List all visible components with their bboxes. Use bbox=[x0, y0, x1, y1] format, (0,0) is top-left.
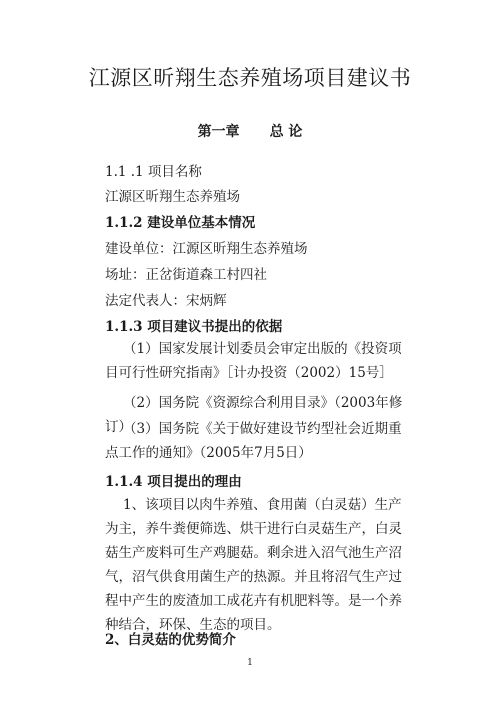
legal-representative-text: 法定代表人：宋炳辉 bbox=[105, 293, 227, 309]
reason-2-heading: 2、白灵菇的优势简介 bbox=[105, 632, 236, 648]
reason-paragraph-1: 1、该项目以肉牛养殖、食用菌（白灵菇）生产为主，养牛粪便筛选、烘干进行白灵菇生产，白灵菇生产废料可生产鸡腿菇。剩余进入沼气池生产沼气，沼气供食用菌生产的热源。并且将沼气生产过程中产生的废渣加工成花卉有机肥料等。是一个养种结合，环保、生态的项目。 bbox=[105, 497, 402, 633]
site-address-text: 场址：正岔街道森工村四社 bbox=[105, 267, 267, 283]
section-1-1-2-heading: 1.1.2 建设单位基本情况 bbox=[105, 215, 256, 231]
basis-item-3: （3）国务院《关于做好建设节约型社会近期重点工作的通知》（2005年7月5日） bbox=[105, 421, 402, 461]
section-1-1-1-heading: 1.1 .1 项目名称 bbox=[105, 164, 202, 180]
section-1-1-3-heading: 1.1.3 项目建议书提出的依据 bbox=[105, 319, 283, 335]
document-title: 江源区昕翔生态养殖场项目建议书 bbox=[88, 66, 412, 90]
chapter-number: 第一章 bbox=[197, 124, 240, 140]
page-number: 1 bbox=[247, 658, 253, 668]
project-name-text: 江源区昕翔生态养殖场 bbox=[105, 189, 240, 205]
chapter-heading bbox=[0, 121, 500, 141]
section-1-1-4-heading: 1.1.4 项目提出的理由 bbox=[105, 474, 242, 490]
basis-item-1: （1）国家发展计划委员会审定出版的《投资项目可行性研究指南》［计办投资（2002）15号］ bbox=[105, 341, 402, 381]
basis-item-2: （2）国务院《资源综合利用目录》（2003年修订） bbox=[105, 395, 403, 435]
chapter-name: 总 论 bbox=[269, 124, 303, 140]
construction-unit-text: 建设单位：江源区昕翔生态养殖场 bbox=[105, 241, 308, 257]
